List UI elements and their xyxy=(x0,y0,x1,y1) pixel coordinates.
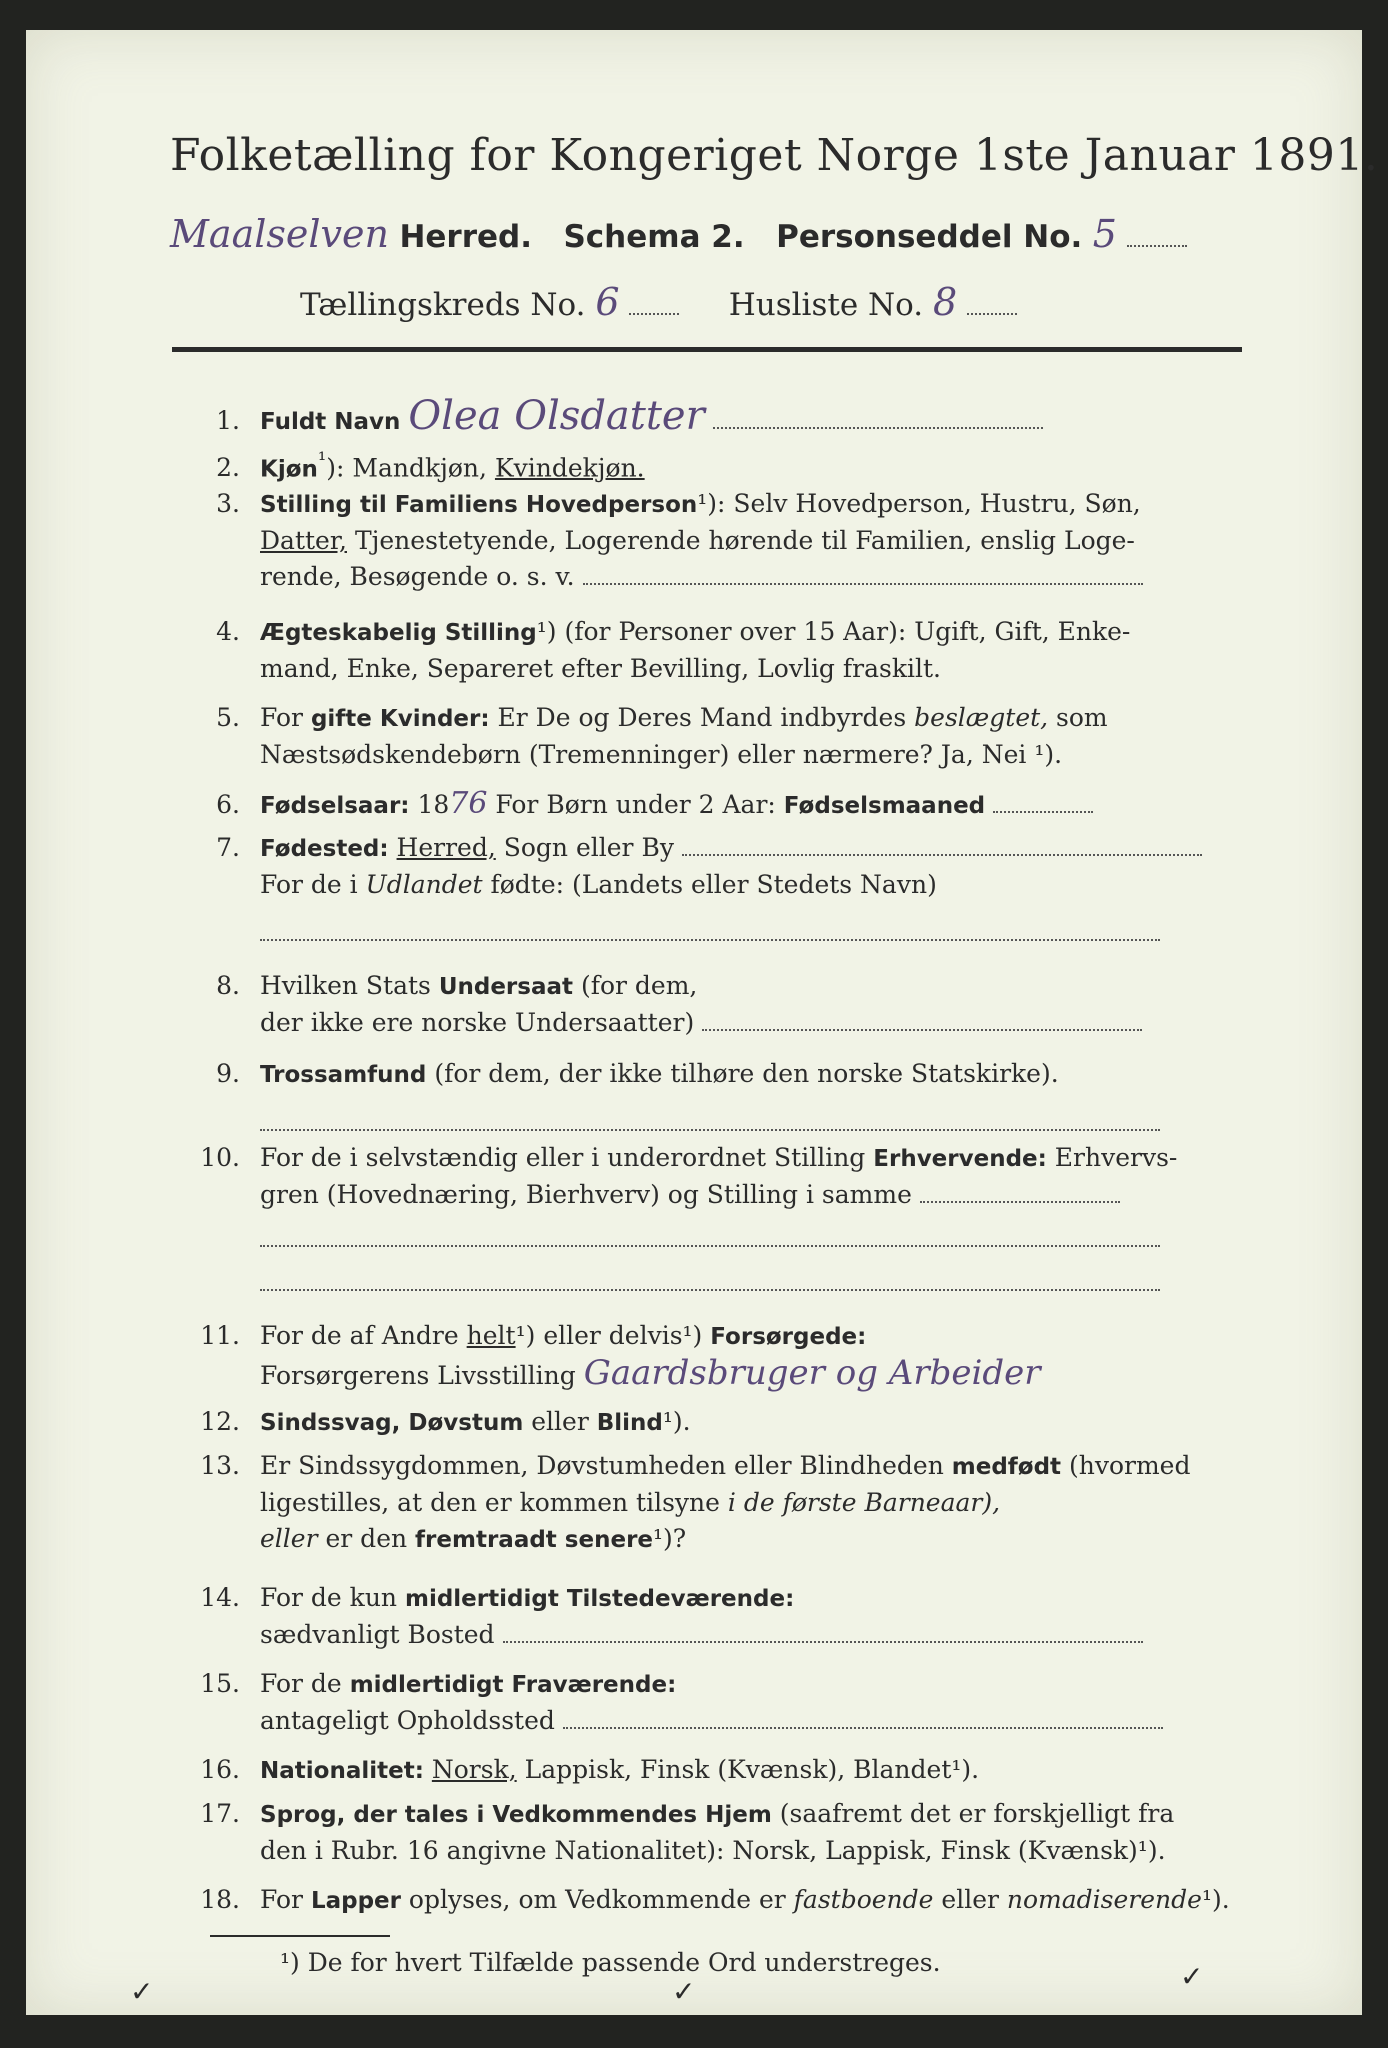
personseddel-label: Personseddel No. xyxy=(776,219,1083,255)
item-text: For de xyxy=(260,1669,350,1698)
underlined-choice: Herred, xyxy=(396,833,496,862)
item-label: midlertidigt Fraværende: xyxy=(349,1672,677,1698)
item-label: Undersaat xyxy=(438,974,573,1000)
item-text: (for dem, der ikke tilhøre den norske Statskirke). xyxy=(426,1059,1059,1088)
item-text: 18 xyxy=(409,790,450,819)
item-text: oplyses, om Vedkommende er xyxy=(400,1885,794,1914)
item-text: er den xyxy=(317,1524,416,1553)
item-label: midlertidigt Tilstedeværende: xyxy=(404,1586,795,1612)
item-number: 16. xyxy=(200,1755,240,1784)
item-text: Hvilken Stats xyxy=(260,971,439,1000)
item-text: eller xyxy=(933,1885,1007,1914)
item-14 xyxy=(170,1580,1250,1653)
item-number: 5. xyxy=(216,703,240,732)
check-mark-icon: ✓ xyxy=(130,1975,154,2008)
dotted-leader xyxy=(1127,227,1187,247)
item-text: som xyxy=(1048,703,1108,732)
check-mark-icon: ✓ xyxy=(672,1975,696,2008)
item-text: For Børn under 2 Aar: xyxy=(487,790,784,819)
footnote-rule xyxy=(210,1935,390,1937)
item-label: Nationalitet: xyxy=(260,1758,424,1784)
item-text: ¹) eller delvis¹) xyxy=(515,1321,711,1350)
husliste-label: Husliste No. xyxy=(728,287,924,323)
item-text: (hvormed xyxy=(1061,1451,1191,1480)
item-text: Lappisk, Finsk (Kvænsk), Blandet¹). xyxy=(516,1755,980,1784)
item-number: 13. xyxy=(200,1451,240,1480)
item-12 xyxy=(170,1404,1250,1441)
item-italic: Udlandet xyxy=(365,870,483,899)
item-2 xyxy=(170,442,1250,487)
underlined-choice: helt xyxy=(466,1321,516,1350)
dotted-leader xyxy=(583,565,1143,585)
item-number: 10. xyxy=(200,1143,240,1172)
item-number: 15. xyxy=(200,1669,240,1698)
item-text: (for dem, xyxy=(573,971,698,1000)
item-number: 9. xyxy=(216,1059,240,1088)
form-title: Folketælling for Kongeriget Norge 1ste Januar 1891. xyxy=(170,130,1379,181)
item-text: eller xyxy=(523,1407,597,1436)
item-text: sædvanligt Bosted xyxy=(260,1620,495,1649)
item-text: For de i xyxy=(260,870,366,899)
kreds-number: 6 xyxy=(595,280,620,324)
item-text: ¹)? xyxy=(653,1524,687,1553)
item-italic: eller xyxy=(260,1524,318,1553)
item-label: Trossamfund xyxy=(260,1062,427,1088)
dotted-leader xyxy=(260,921,1160,941)
personseddel-number: 5 xyxy=(1092,212,1117,256)
item-text: For de i selvstændig eller i underordnet Stilling xyxy=(260,1143,874,1172)
kreds-line xyxy=(300,280,1200,330)
dotted-leader xyxy=(967,295,1017,315)
dotted-leader xyxy=(713,409,1043,429)
provider-occupation-handwritten: Gaardsbruger og Arbeider xyxy=(583,1353,1041,1393)
item-17 xyxy=(170,1796,1250,1869)
item-text: Er Sindssygdommen, Døvstumheden eller Blindheden xyxy=(260,1451,952,1480)
item-label: Sindssvag, Døvstum xyxy=(260,1410,524,1436)
item-label: Stilling til Familiens Hovedperson xyxy=(260,492,698,518)
item-text: gren (Hovednæring, Bierhverv) og Stilling i samme xyxy=(260,1180,912,1209)
item-italic: i de første Barneaar), xyxy=(727,1488,1001,1517)
item-label: Sprog, der tales i Vedkommendes Hjem xyxy=(260,1802,772,1828)
item-text: antageligt Opholdssted xyxy=(260,1706,555,1735)
item-label: Fødselsmaaned xyxy=(783,793,986,819)
item-label: Lapper xyxy=(310,1888,401,1914)
item-13 xyxy=(170,1448,1250,1558)
item-10 xyxy=(170,1140,1250,1301)
item-label: Erhvervende: xyxy=(873,1146,1047,1172)
item-6 xyxy=(170,786,1250,824)
item-text: ¹): Selv Hovedperson, Hustru, Søn, xyxy=(697,489,1141,518)
dotted-leader xyxy=(702,1011,1142,1031)
dotted-leader xyxy=(993,793,1093,813)
item-text: For xyxy=(260,1885,311,1914)
item-text: Næstsødskendebørn (Tremenninger) eller nærmere? Ja, Nei ¹). xyxy=(260,740,1063,769)
item-number: 8. xyxy=(216,971,240,1000)
dotted-leader xyxy=(682,836,1202,856)
item-number: 12. xyxy=(200,1407,240,1436)
item-15 xyxy=(170,1666,1250,1739)
item-16 xyxy=(170,1752,1250,1789)
header-rule xyxy=(172,347,1242,352)
item-label: medfødt xyxy=(951,1454,1062,1480)
item-4 xyxy=(170,614,1250,687)
footnote: ¹) De for hvert Tilfælde passende Ord understreges. xyxy=(280,1948,941,1977)
item-label: Ægteskabelig Stilling xyxy=(260,620,537,646)
kreds-label: Tællingskreds No. xyxy=(300,287,586,323)
item-text: ligestilles, at den er kommen tilsyne xyxy=(260,1488,728,1517)
dotted-leader xyxy=(920,1183,1120,1203)
item-number: 11. xyxy=(200,1321,240,1350)
item-label: Fuldt Navn xyxy=(260,409,401,435)
item-text: fødte: (Landets eller Stedets Navn) xyxy=(482,870,937,899)
item-number: 4. xyxy=(216,617,240,646)
underlined-choice: Kvindekjøn. xyxy=(494,453,645,483)
item-italic: fastboende xyxy=(793,1885,934,1914)
birth-year-handwritten: 76 xyxy=(449,786,488,821)
item-text: ¹). xyxy=(662,1407,691,1436)
item-9 xyxy=(170,1056,1250,1141)
item-text: Forsørgerens Livsstilling xyxy=(260,1361,576,1390)
item-text: rende, Besøgende o. s. v. xyxy=(260,562,575,591)
underlined-choice: Norsk, xyxy=(431,1755,517,1784)
item-label: Blind xyxy=(596,1410,663,1436)
dotted-leader xyxy=(629,295,679,315)
item-18 xyxy=(170,1882,1250,1919)
item-text: For xyxy=(260,703,311,732)
dotted-leader xyxy=(260,1227,1160,1247)
footnote-ref: ¹ xyxy=(317,448,327,472)
schema-label: Schema 2. xyxy=(563,219,745,255)
item-text: Tjenestetyende, Logerende hørende til Familien, enslig Loge- xyxy=(347,526,1135,555)
husliste-number: 8 xyxy=(932,280,958,324)
item-number: 17. xyxy=(200,1799,240,1828)
item-text: mand, Enke, Separeret efter Bevilling, Lovlig fraskilt. xyxy=(260,654,941,683)
item-number: 6. xyxy=(216,790,240,819)
item-text: For de kun xyxy=(260,1583,405,1612)
item-number: 7. xyxy=(216,833,240,862)
item-text: der ikke ere norske Undersaatter) xyxy=(260,1008,695,1037)
herred-label: Herred. xyxy=(399,219,532,255)
item-1 xyxy=(170,393,1250,440)
full-name-handwritten: Olea Olsdatter xyxy=(408,393,705,439)
item-label: gifte Kvinder: xyxy=(310,706,490,732)
item-number: 14. xyxy=(200,1583,240,1612)
item-number: 1. xyxy=(216,406,240,435)
item-number: 2. xyxy=(216,453,240,483)
item-7 xyxy=(170,830,1250,951)
item-3 xyxy=(170,486,1250,595)
dotted-leader xyxy=(260,1111,1160,1131)
item-label: Fødselsaar: xyxy=(260,793,410,819)
item-text: den i Rubr. 16 angivne Nationalitet): Norsk, Lappisk, Finsk (Kvænsk)¹). xyxy=(260,1836,1166,1865)
item-text: ): Mandkjøn, xyxy=(326,453,495,483)
item-text: Erhvervs- xyxy=(1046,1143,1178,1172)
item-text: ¹). xyxy=(1201,1885,1230,1914)
item-text: Sogn eller By xyxy=(495,833,674,862)
item-text: For de af Andre xyxy=(260,1321,467,1350)
item-text: ¹) (for Personer over 15 Aar): Ugift, Gift, Enke- xyxy=(536,617,1131,646)
item-8 xyxy=(170,968,1250,1041)
item-label: Forsørgede: xyxy=(710,1324,867,1350)
item-italic: nomadiserende xyxy=(1006,1885,1202,1914)
item-5 xyxy=(170,700,1250,773)
item-label: Fødested: xyxy=(260,836,389,862)
item-text: Er De og Deres Mand indbyrdes xyxy=(489,703,915,732)
item-label: Kjøn xyxy=(260,456,318,483)
item-text: (saafremt det er forskjelligt fra xyxy=(771,1799,1175,1828)
underlined-choice: Datter, xyxy=(260,526,347,555)
herred-line xyxy=(170,212,1270,268)
item-italic: beslægtet, xyxy=(914,703,1049,732)
dotted-leader xyxy=(563,1709,1163,1729)
item-label: fremtraadt senere xyxy=(415,1527,654,1553)
dotted-leader xyxy=(260,1271,1160,1291)
item-11 xyxy=(170,1318,1250,1394)
herred-handwritten: Maalselven xyxy=(170,212,389,256)
dotted-leader xyxy=(503,1623,1143,1643)
check-mark-icon: ✓ xyxy=(1180,1960,1204,1993)
item-number: 18. xyxy=(200,1885,240,1914)
item-number: 3. xyxy=(216,489,240,518)
